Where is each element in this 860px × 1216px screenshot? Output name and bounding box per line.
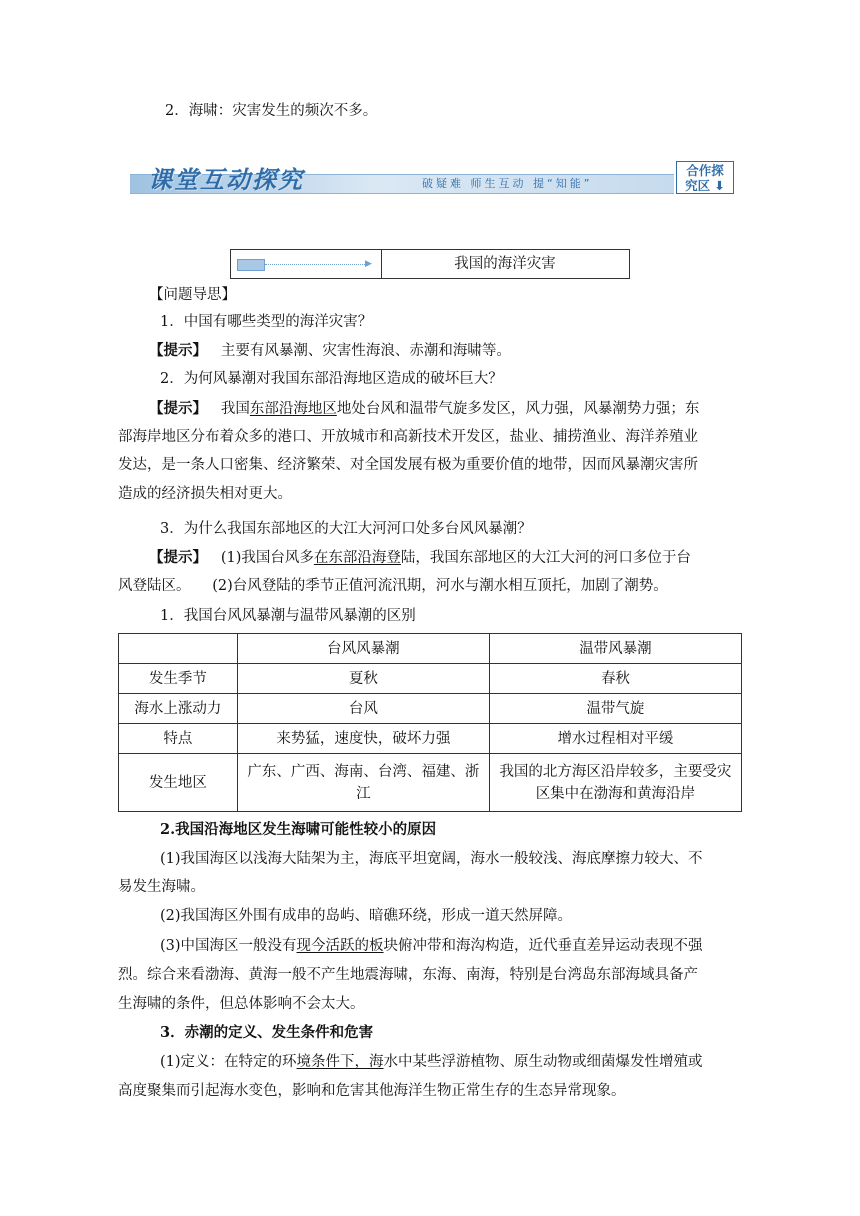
hint-tag: 【提示】 [149,400,207,417]
section-banner [130,160,736,196]
table-cell: 夏秋 [237,664,489,694]
section-3-text: (1)定义：在特定的环 [160,1054,297,1070]
section-2-p1-line-2: 易发生海啸。 [118,879,205,895]
section-2-p3-text-cont: 块俯冲带和海沟构造，近代垂直差异运动表现不强 [383,938,703,954]
section-3-line-1 [160,1052,703,1072]
section-2-p2: (2)我国海区外围有成串的岛屿、暗礁环绕，形成一道天然屏障。 [160,908,573,924]
question-1: 1．中国有哪些类型的海洋灾害？ [160,314,373,330]
banner-title: 课堂互动探究 [148,165,304,194]
section-2-p3-underline: 现今活跃的板 [296,938,384,954]
table-cell [237,754,489,812]
answer-3-underline: 在东部沿海登 [313,550,401,566]
section-2-title: 2.我国沿海地区发生海啸可能性较小的原因 [160,821,437,838]
table-header-cell: 台风风暴潮 [237,634,489,664]
topic-title: 我国的海洋灾害 [454,256,556,272]
answer-1-text: 主要有风暴潮、灾害性海浪、赤潮和海啸等。 [220,343,511,359]
table-cell-line: 江 [356,785,371,802]
section-2-p3-text: (3)中国海区一般没有 [160,938,297,954]
section-1-title: 1．我国台风风暴潮与温带风暴潮的区别 [160,608,416,624]
hint-tag: 【提示】 [149,342,207,359]
table-cell: 来势猛，速度快，破坏力强 [237,724,489,754]
table-cell: 发生季节 [119,664,238,694]
topic-tag-cell [231,250,382,278]
answer-2-line-4: 造成的经济损失相对更大。 [118,486,292,502]
table-row [119,724,742,754]
table-cell: 增水过程相对平缓 [489,724,741,754]
answer-1 [149,341,511,361]
hint-tag: 【提示】 [149,549,207,566]
table-header-cell [119,634,238,664]
answer-2-underline: 东部沿海地区 [249,401,337,417]
section-2-p3-line-2: 烈。综合来看渤海、黄海一般不产生地震海啸，东海、南海，特别是台湾岛东部海域具备产 [118,967,698,983]
topic-box [230,249,630,279]
section-3-line-2: 高度聚集而引起海水变色，影响和危害其他海洋生物正常生存的生态异常现象。 [118,1083,626,1099]
table-row [119,664,742,694]
table-cell-line: 我国的北方海区沿岸较多，主要受灾 [499,763,732,780]
arrow-right-icon: ▶ [365,259,372,269]
banner-box-line1: 合作探 [686,163,724,178]
guide-heading: 【问题导思】 [149,287,236,303]
table-header-row [119,634,742,664]
question-2: 2．为何风暴潮对我国东部沿海地区造成的破坏巨大？ [160,371,503,387]
answer-2-line-3: 发达，是一条人口密集、经济繁荣、对全国发展有极为重要价值的地带，因而风暴潮灾害所 [118,457,698,473]
question-3: 3．为什么我国东部地区的大江大河河口处多台风风暴潮？ [160,521,532,537]
topic-tag-icon [237,259,265,271]
answer-3-line-1 [149,548,691,568]
table-cell-line: 区集中在渤海和黄海沿岸 [535,785,696,802]
section-3-title: 3．赤潮的定义、发生条件和危害 [160,1024,374,1041]
answer-2-text-cont: 地处台风和温带气旋多发区，风力强，风暴潮势力强；东 [336,401,700,417]
section-2-p3-line-1 [160,936,703,956]
section-2-p1-line-1: (1)我国海区以浅海大陆架为主，海底平坦宽阔，海水一般较浅、海底摩擦力较大、不 [160,851,703,867]
table-cell: 春秋 [489,664,741,694]
table-cell: 特点 [119,724,238,754]
answer-2-text: 我国 [220,401,250,417]
topic-arrow-line [265,264,369,265]
section-2-p3-line-3: 生海啸的条件，但总体影响不会太大。 [118,996,365,1012]
banner-box [676,161,734,194]
table-cell: 海水上涨动力 [119,694,238,724]
table-row [119,694,742,724]
answer-2-line-1 [149,399,699,419]
table-cell: 发生地区 [119,754,238,812]
table-cell: 温带气旋 [489,694,741,724]
answer-3-text-cont: 陆，我国东部地区的大江大河的河口多位于台 [400,550,691,566]
table-header-cell: 温带风暴潮 [489,634,741,664]
banner-box-line2: 究区 ⬇ [685,178,725,193]
intro-line: 2．海啸：灾害发生的频次不多。 [165,103,378,119]
comparison-table [118,633,742,812]
table-cell: 台风 [237,694,489,724]
answer-3-line-2: 风登陆区。 (2)台风登陆的季节正值河流汛期，河水与潮水相互顶托，加剧了潮势。 [118,578,668,594]
section-3-underline: 境条件下，海 [296,1054,384,1070]
table-cell-line: 广东、广西、海南、台湾、福建、浙 [247,763,480,780]
table-cell [489,754,741,812]
table-row [119,754,742,812]
banner-subtitle: 破疑难 师生互动 提“知能” [422,177,593,190]
section-3-text-cont: 水中某些浮游植物、原生动物或细菌爆发性增殖或 [383,1054,703,1070]
answer-2-line-2: 部海岸地区分布着众多的港口、开放城市和高新技术开发区，盐业、捕捞渔业、海洋养殖业 [118,429,698,445]
answer-3-text: (1)我国台风多 [220,550,314,566]
